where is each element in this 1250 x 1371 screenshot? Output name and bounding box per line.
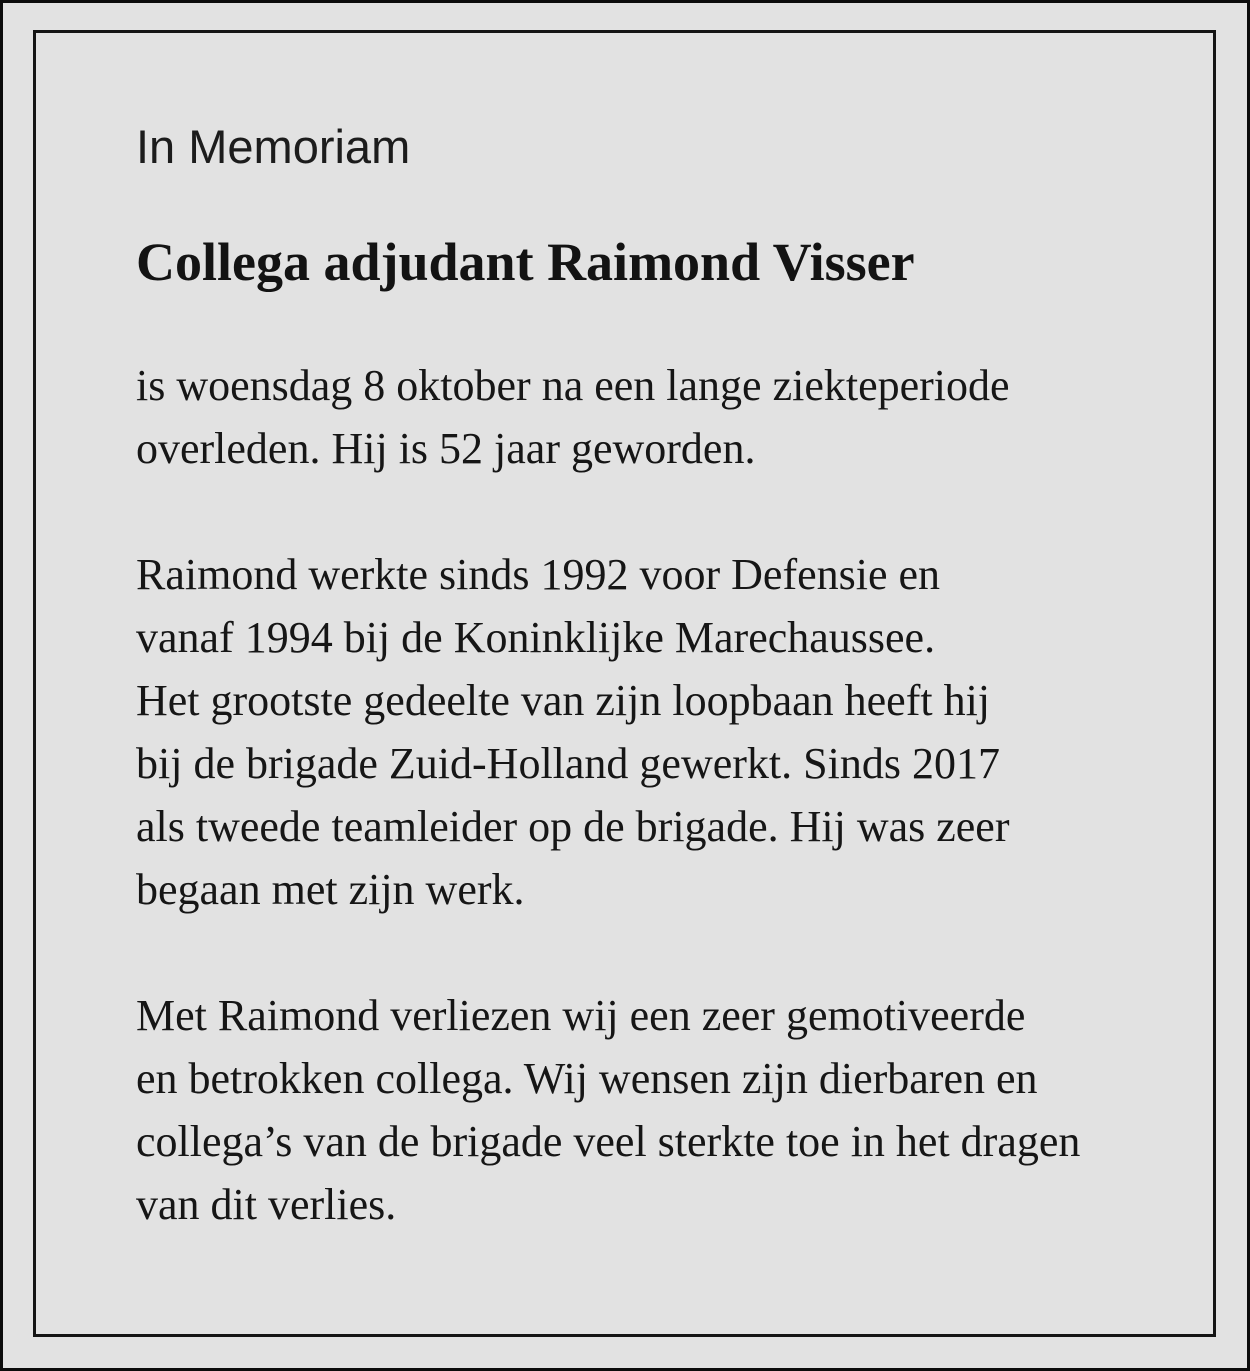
- paragraph-line: collega’s van de brigade veel sterkte toe in het dragen: [136, 1117, 1081, 1167]
- paragraph-line: Het grootste gedeelte van zijn loopbaan heeft hij: [136, 676, 991, 726]
- paragraph: [136, 354, 1173, 480]
- paragraph-line: Raimond werkte sinds 1992 voor Defensie en: [136, 550, 941, 600]
- notice-title: Collega adjudant Raimond Visser: [136, 231, 915, 292]
- paragraph-line: van dit verlies.: [136, 1180, 397, 1230]
- body-paragraphs: [136, 354, 1173, 1236]
- paragraph-line: is woensdag 8 oktober na een lange ziekteperiode: [136, 361, 1010, 411]
- paragraph-line: vanaf 1994 bij de Koninklijke Marechaussee.: [136, 613, 936, 663]
- paragraph-line: en betrokken collega. Wij wensen zijn dierbaren en: [136, 1054, 1038, 1104]
- notice-content: [36, 33, 1213, 1236]
- paragraph: [136, 543, 1173, 921]
- kicker-in-memoriam: In Memoriam: [136, 120, 411, 173]
- inner-frame: [33, 30, 1216, 1337]
- paragraph: [136, 984, 1173, 1236]
- paragraph-line: overleden. Hij is 52 jaar geworden.: [136, 424, 756, 474]
- paragraph-line: als tweede teamleider op de brigade. Hij was zeer: [136, 802, 1010, 852]
- paragraph-line: begaan met zijn werk.: [136, 865, 525, 915]
- paragraph-line: Met Raimond verliezen wij een zeer gemotiveerde: [136, 991, 1026, 1041]
- paragraph-line: bij de brigade Zuid-Holland gewerkt. Sinds 2017: [136, 739, 1000, 789]
